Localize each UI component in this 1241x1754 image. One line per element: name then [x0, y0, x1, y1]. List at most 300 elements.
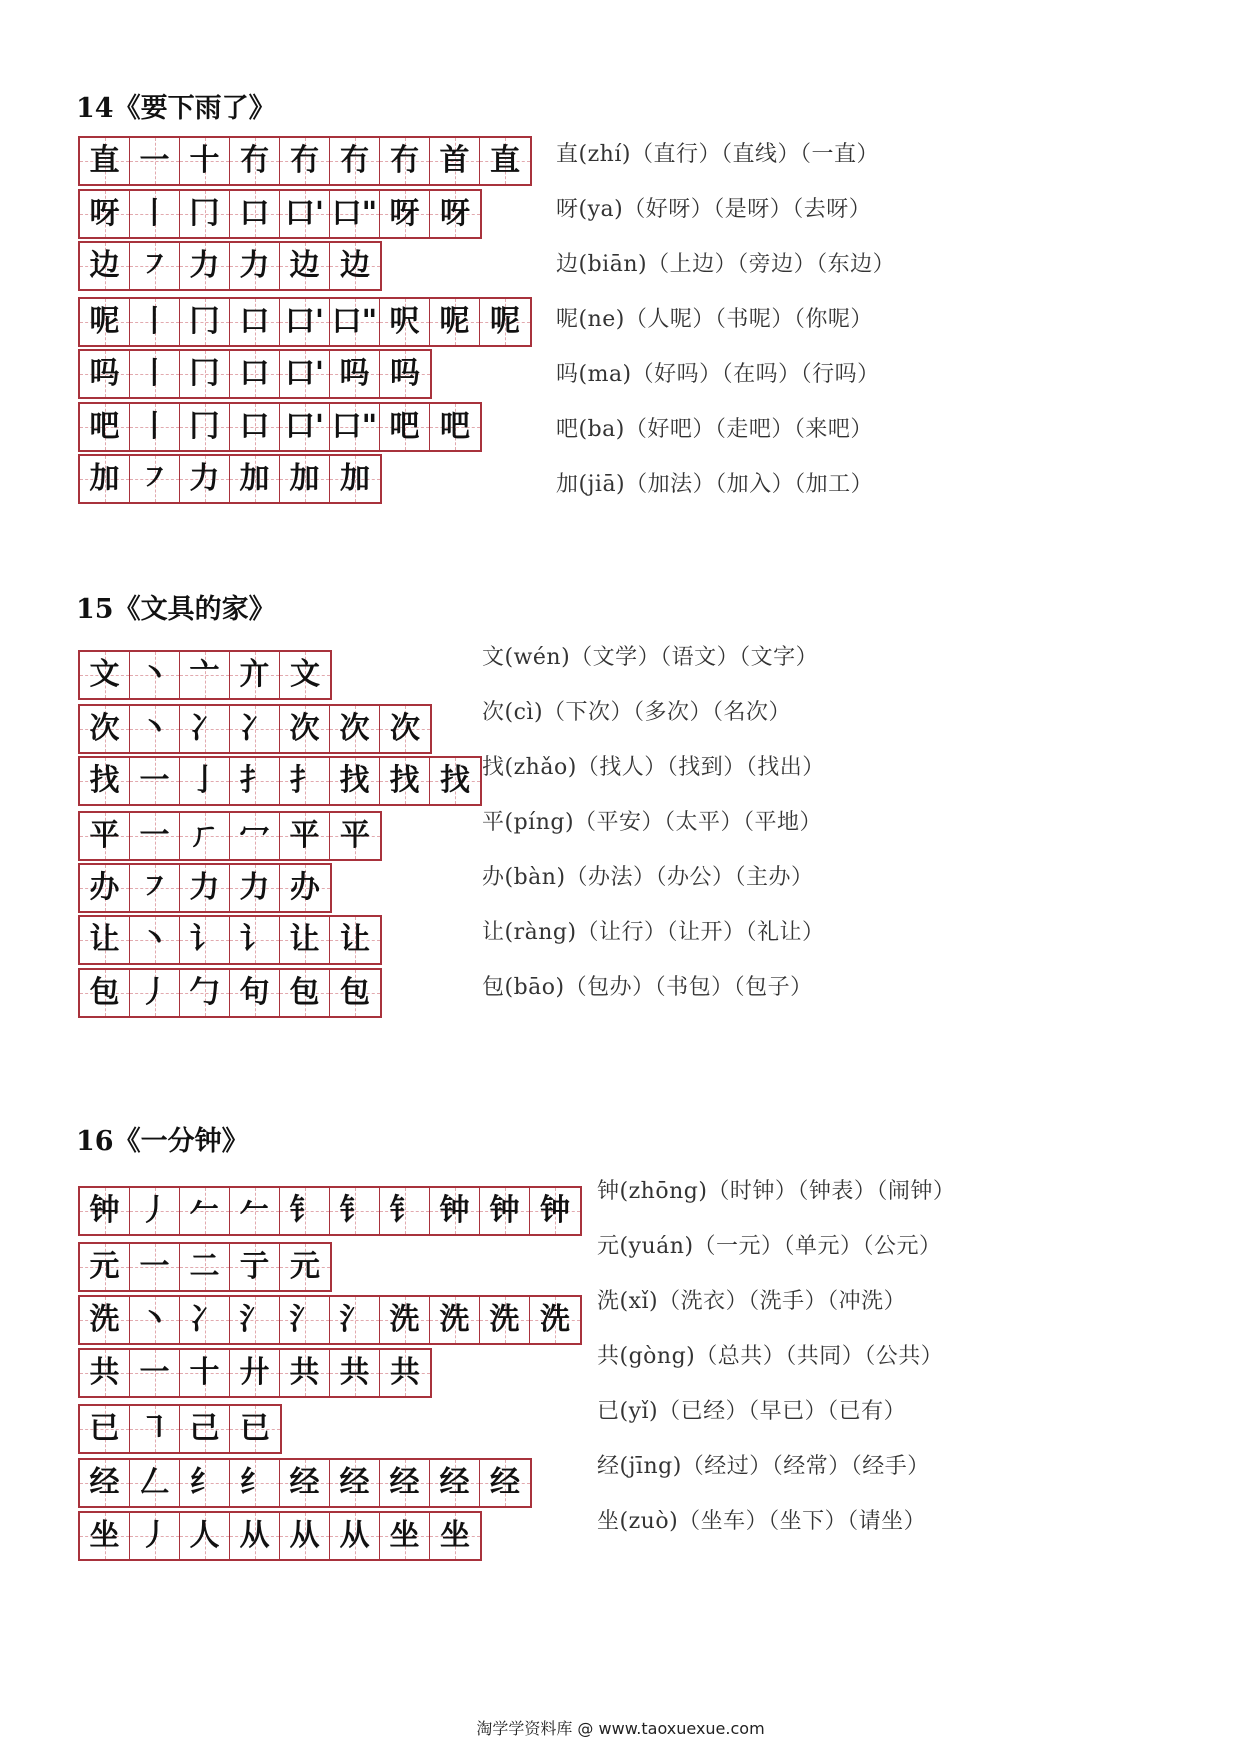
cell-glyph: 丿	[139, 1518, 170, 1553]
cell-glyph: 扌	[239, 763, 270, 798]
cell-glyph: 元	[290, 1249, 320, 1284]
stroke-order-row	[78, 968, 382, 1018]
cell-glyph: 洗	[389, 1302, 420, 1337]
footer-watermark: 淘学学资料库 @ www.taoxuexue.com	[476, 1719, 765, 1738]
stroke-step-cell	[180, 1297, 230, 1343]
cell-glyph: 让	[340, 922, 370, 957]
cell-glyph: 经	[339, 1465, 370, 1500]
cell-glyph: 办	[290, 870, 320, 905]
stroke-step-cell	[530, 1188, 580, 1234]
character-cell	[80, 404, 130, 450]
cell-glyph: 十	[189, 1355, 220, 1390]
cell-glyph: 边	[89, 248, 120, 283]
stroke-step-cell	[230, 1460, 280, 1506]
stroke-step-cell	[130, 299, 180, 345]
stroke-step-cell	[230, 1406, 280, 1452]
stroke-step-cell	[130, 758, 180, 804]
cell-glyph: 冂	[189, 196, 220, 231]
cell-glyph: 一	[139, 1249, 170, 1284]
cell-glyph: 冂	[189, 356, 220, 391]
stroke-step-cell	[130, 865, 180, 911]
cell-glyph: 𠂉	[239, 1193, 270, 1228]
cell-glyph: 冇	[289, 143, 320, 178]
stroke-order-row	[78, 1511, 482, 1561]
cell-glyph: 己	[189, 1411, 220, 1446]
stroke-order-row	[78, 915, 382, 965]
cell-glyph: 洗	[89, 1302, 120, 1337]
stroke-step-cell	[280, 1350, 330, 1396]
character-cell	[80, 865, 130, 911]
cell-glyph: 找	[89, 763, 120, 798]
cell-glyph: 洗	[439, 1302, 470, 1337]
cell-glyph: 口	[239, 356, 270, 391]
cell-glyph: 口'	[284, 196, 325, 231]
stroke-step-cell	[130, 917, 180, 963]
stroke-step-cell	[280, 243, 330, 289]
stroke-step-cell	[130, 456, 180, 502]
stroke-step-cell	[280, 1460, 330, 1506]
stroke-step-cell	[480, 1297, 530, 1343]
word-line: 直(zhí)（直行）（直线）（一直）	[556, 142, 879, 167]
cell-glyph: 钅	[289, 1193, 320, 1228]
word-line: 共(gòng)（总共）（共同）（公共）	[597, 1344, 944, 1369]
cell-glyph: 边	[289, 248, 320, 283]
cell-glyph: 冂	[189, 304, 220, 339]
stroke-step-cell	[130, 970, 180, 1016]
cell-glyph: 加	[239, 461, 270, 496]
stroke-step-cell	[380, 706, 430, 752]
stroke-step-cell	[430, 191, 480, 237]
stroke-order-row	[78, 1242, 332, 1292]
stroke-order-row	[78, 1186, 582, 1236]
cell-glyph: 次	[390, 711, 420, 746]
cell-glyph: 口	[239, 304, 270, 339]
stroke-order-row	[78, 1458, 532, 1508]
cell-glyph: 包	[289, 975, 320, 1010]
cell-glyph: 呢	[490, 304, 520, 339]
word-line: 洗(xǐ)（洗衣）（洗手）（冲洗）	[597, 1289, 907, 1314]
stroke-step-cell	[330, 138, 380, 184]
cell-glyph: 勹	[189, 975, 220, 1010]
cell-glyph: 坐	[389, 1518, 420, 1553]
cell-glyph: 已	[89, 1411, 120, 1446]
stroke-step-cell	[230, 138, 280, 184]
word-line: 平(píng)（平安）（太平）（平地）	[482, 810, 823, 835]
stroke-step-cell	[180, 404, 230, 450]
cell-glyph: 找	[389, 763, 420, 798]
cell-glyph: 丶	[139, 711, 170, 746]
stroke-step-cell	[380, 404, 430, 450]
stroke-step-cell	[130, 1297, 180, 1343]
stroke-step-cell	[330, 970, 380, 1016]
stroke-step-cell	[130, 351, 180, 397]
stroke-order-row	[78, 650, 332, 700]
cell-glyph: 钟	[540, 1193, 570, 1228]
character-cell	[80, 1406, 130, 1452]
stroke-step-cell	[130, 1350, 180, 1396]
cell-glyph: 冫	[189, 1302, 220, 1337]
stroke-step-cell	[180, 865, 230, 911]
stroke-order-row	[78, 241, 382, 291]
cell-glyph: 扌	[289, 763, 320, 798]
stroke-step-cell	[380, 351, 430, 397]
stroke-step-cell	[130, 1406, 180, 1452]
character-cell	[80, 758, 130, 804]
cell-glyph: 钟	[489, 1193, 520, 1228]
character-cell	[80, 706, 130, 752]
cell-glyph: 讠	[189, 922, 220, 957]
cell-glyph: 次	[89, 711, 120, 746]
stroke-step-cell	[330, 404, 380, 450]
stroke-step-cell	[130, 404, 180, 450]
cell-glyph: 平	[89, 818, 120, 853]
word-line: 吧(ba)（好吧）（走吧）（来吧）	[556, 417, 873, 442]
cell-glyph: 冇	[389, 143, 420, 178]
lesson-title: 15《文具的家》	[76, 594, 276, 625]
stroke-step-cell	[430, 1188, 480, 1234]
cell-glyph: 加	[340, 461, 370, 496]
character-cell	[80, 1188, 130, 1234]
stroke-step-cell	[230, 758, 280, 804]
stroke-step-cell	[330, 1350, 380, 1396]
cell-glyph: 丶	[139, 922, 170, 957]
stroke-step-cell	[280, 299, 330, 345]
word-line: 让(ràng)（让行）（让开）（礼让）	[482, 920, 825, 945]
cell-glyph: 文	[89, 657, 120, 692]
stroke-step-cell	[180, 917, 230, 963]
cell-glyph: 力	[189, 870, 220, 905]
cell-glyph: ㇇	[139, 870, 170, 905]
cell-glyph: 找	[339, 763, 370, 798]
cell-glyph: 力	[239, 870, 270, 905]
stroke-step-cell	[480, 1460, 530, 1506]
stroke-step-cell	[330, 1460, 380, 1506]
cell-glyph: 经	[439, 1465, 470, 1500]
cell-glyph: ㇇	[139, 461, 170, 496]
stroke-step-cell	[280, 970, 330, 1016]
stroke-step-cell	[130, 243, 180, 289]
cell-glyph: 丿	[139, 1193, 170, 1228]
cell-glyph: 一	[139, 818, 170, 853]
stroke-step-cell	[280, 758, 330, 804]
cell-glyph: 句	[239, 975, 270, 1010]
stroke-step-cell	[130, 1513, 180, 1559]
stroke-order-row	[78, 811, 382, 861]
stroke-step-cell	[180, 813, 230, 859]
cell-glyph: 让	[289, 922, 320, 957]
stroke-step-cell	[330, 813, 380, 859]
stroke-step-cell	[230, 813, 280, 859]
cell-glyph: 冫	[239, 711, 270, 746]
stroke-step-cell	[380, 1297, 430, 1343]
cell-glyph: 共	[390, 1355, 420, 1390]
cell-glyph: 洗	[540, 1302, 570, 1337]
stroke-step-cell	[430, 758, 480, 804]
stroke-step-cell	[330, 758, 380, 804]
word-line: 次(cì)（下次）（多次）（名次）	[482, 700, 792, 725]
character-cell	[80, 191, 130, 237]
cell-glyph: 钟	[439, 1193, 470, 1228]
stroke-step-cell	[130, 191, 180, 237]
word-line: 经(jīng)（经过）（经常）（经手）	[597, 1454, 930, 1479]
stroke-step-cell	[480, 299, 530, 345]
cell-glyph: 讠	[239, 922, 270, 957]
word-line: 包(bāo)（包办）（书包）（包子）	[482, 975, 813, 1000]
stroke-step-cell	[280, 456, 330, 502]
stroke-step-cell	[230, 351, 280, 397]
cell-glyph: 坐	[89, 1518, 120, 1553]
stroke-step-cell	[230, 1350, 280, 1396]
cell-glyph: 钅	[339, 1193, 370, 1228]
stroke-step-cell	[530, 1297, 580, 1343]
cell-glyph: 洗	[489, 1302, 520, 1337]
stroke-step-cell	[130, 706, 180, 752]
stroke-step-cell	[230, 917, 280, 963]
cell-glyph: 从	[289, 1518, 320, 1553]
stroke-step-cell	[330, 1513, 380, 1559]
cell-glyph: 氵	[289, 1302, 320, 1337]
cell-glyph: 二	[189, 1249, 220, 1284]
cell-glyph: 已	[240, 1411, 270, 1446]
stroke-step-cell	[330, 1297, 380, 1343]
cell-glyph: 平	[340, 818, 370, 853]
cell-glyph: 包	[89, 975, 120, 1010]
stroke-order-row	[78, 297, 532, 347]
stroke-step-cell	[330, 456, 380, 502]
lesson-title: 16《一分钟》	[76, 1126, 249, 1157]
stroke-step-cell	[430, 299, 480, 345]
cell-glyph: 让	[89, 922, 120, 957]
stroke-order-row	[78, 1348, 432, 1398]
cell-glyph: 口"	[331, 196, 378, 231]
cell-glyph: 坐	[440, 1518, 470, 1553]
cell-glyph: 丨	[139, 409, 170, 444]
cell-glyph: ㇕	[139, 1411, 170, 1446]
stroke-step-cell	[180, 138, 230, 184]
stroke-step-cell	[180, 652, 230, 698]
stroke-step-cell	[230, 706, 280, 752]
cell-glyph: 吧	[440, 409, 470, 444]
cell-glyph: 口"	[331, 304, 378, 339]
stroke-step-cell	[280, 1297, 330, 1343]
cell-glyph: 经	[389, 1465, 420, 1500]
stroke-step-cell	[380, 138, 430, 184]
stroke-step-cell	[230, 404, 280, 450]
stroke-order-row	[78, 704, 432, 754]
character-cell	[80, 1244, 130, 1290]
stroke-step-cell	[230, 1297, 280, 1343]
stroke-step-cell	[280, 865, 330, 911]
stroke-step-cell	[180, 1188, 230, 1234]
cell-glyph: 吧	[89, 409, 120, 444]
cell-glyph: 边	[340, 248, 370, 283]
cell-glyph: 呀	[89, 196, 120, 231]
stroke-step-cell	[230, 456, 280, 502]
stroke-step-cell	[180, 1244, 230, 1290]
cell-glyph: ㄏ	[189, 818, 220, 853]
stroke-step-cell	[230, 243, 280, 289]
cell-glyph: 丿	[139, 975, 170, 1010]
stroke-step-cell	[280, 138, 330, 184]
stroke-step-cell	[130, 652, 180, 698]
stroke-step-cell	[130, 1244, 180, 1290]
lesson-title: 14《要下雨了》	[76, 93, 276, 124]
stroke-step-cell	[430, 1297, 480, 1343]
word-line: 边(biān)（上边）（旁边）（东边）	[556, 252, 896, 277]
word-line: 坐(zuò)（坐车）（坐下）（请坐）	[597, 1509, 927, 1534]
stroke-step-cell	[430, 1513, 480, 1559]
stroke-step-cell	[230, 652, 280, 698]
stroke-step-cell	[180, 706, 230, 752]
cell-glyph: 𠂉	[189, 1193, 220, 1228]
word-line: 办(bàn)（办法）（办公）（主办）	[482, 865, 814, 890]
cell-glyph: 呀	[440, 196, 470, 231]
stroke-step-cell	[280, 191, 330, 237]
stroke-step-cell	[180, 758, 230, 804]
cell-glyph: 丨	[139, 356, 170, 391]
cell-glyph: 直	[89, 143, 120, 178]
cell-glyph: 包	[340, 975, 370, 1010]
cell-glyph: 经	[89, 1465, 120, 1500]
cell-glyph: 冇	[339, 143, 370, 178]
cell-glyph: 口	[239, 196, 270, 231]
cell-glyph: 呀	[389, 196, 420, 231]
cell-glyph: 亅	[189, 763, 220, 798]
stroke-step-cell	[280, 1188, 330, 1234]
character-cell	[80, 1513, 130, 1559]
stroke-step-cell	[280, 652, 330, 698]
stroke-step-cell	[180, 299, 230, 345]
cell-glyph: 文	[290, 657, 320, 692]
cell-glyph: 人	[189, 1518, 220, 1553]
stroke-step-cell	[130, 1188, 180, 1234]
stroke-step-cell	[230, 299, 280, 345]
character-cell	[80, 1350, 130, 1396]
cell-glyph: 呎	[389, 304, 420, 339]
word-line: 找(zhǎo)（找人）（找到）（找出）	[482, 755, 825, 780]
stroke-step-cell	[430, 138, 480, 184]
stroke-step-cell	[130, 138, 180, 184]
cell-glyph: 纟	[189, 1465, 220, 1500]
cell-glyph: 力	[189, 461, 220, 496]
cell-glyph: 钟	[89, 1193, 120, 1228]
stroke-step-cell	[280, 351, 330, 397]
cell-glyph: 加	[289, 461, 320, 496]
cell-glyph: 从	[339, 1518, 370, 1553]
cell-glyph: 𠃋	[139, 1465, 170, 1500]
cell-glyph: 亍	[239, 1249, 270, 1284]
character-cell	[80, 917, 130, 963]
stroke-step-cell	[330, 191, 380, 237]
cell-glyph: 丶	[139, 1302, 170, 1337]
stroke-step-cell	[230, 970, 280, 1016]
character-cell	[80, 652, 130, 698]
cell-glyph: 口"	[331, 409, 378, 444]
stroke-step-cell	[380, 758, 430, 804]
cell-glyph: 口'	[284, 409, 325, 444]
cell-glyph: 平	[289, 818, 320, 853]
cell-glyph: 次	[289, 711, 320, 746]
cell-glyph: 纟	[239, 1465, 270, 1500]
stroke-step-cell	[480, 1188, 530, 1234]
stroke-step-cell	[230, 1244, 280, 1290]
stroke-step-cell	[180, 243, 230, 289]
cell-glyph: 廾	[239, 1355, 270, 1390]
word-line: 吗(ma)（好吗）（在吗）（行吗）	[556, 362, 880, 387]
cell-glyph: 冫	[189, 711, 220, 746]
cell-glyph: 呢	[439, 304, 470, 339]
stroke-step-cell	[180, 1406, 230, 1452]
cell-glyph: 丶	[139, 657, 170, 692]
stroke-step-cell	[430, 404, 480, 450]
stroke-step-cell	[230, 1513, 280, 1559]
cell-glyph: 首	[439, 143, 470, 178]
stroke-step-cell	[330, 706, 380, 752]
cell-glyph: 吧	[389, 409, 420, 444]
cell-glyph: 吗	[339, 356, 370, 391]
stroke-step-cell	[330, 299, 380, 345]
word-line: 呀(ya)（好呀）（是呀）（去呀）	[556, 197, 872, 222]
word-line: 呢(ne)（人呢）（书呢）（你呢）	[556, 307, 873, 332]
character-cell	[80, 456, 130, 502]
stroke-order-row	[78, 454, 382, 504]
stroke-step-cell	[380, 1460, 430, 1506]
word-line: 已(yǐ)（已经）（早已）（已有）	[597, 1399, 907, 1424]
cell-glyph: 力	[189, 248, 220, 283]
cell-glyph: 一	[139, 1355, 170, 1390]
cell-glyph: 氵	[339, 1302, 370, 1337]
stroke-order-row	[78, 1295, 582, 1345]
stroke-step-cell	[130, 1460, 180, 1506]
stroke-step-cell	[430, 1460, 480, 1506]
stroke-step-cell	[280, 813, 330, 859]
character-cell	[80, 813, 130, 859]
cell-glyph: 力	[239, 248, 270, 283]
cell-glyph: 元	[89, 1249, 120, 1284]
cell-glyph: 亠	[189, 657, 220, 692]
cell-glyph: 办	[89, 870, 120, 905]
cell-glyph: 吗	[89, 356, 120, 391]
stroke-step-cell	[330, 917, 380, 963]
cell-glyph: 丨	[139, 196, 170, 231]
cell-glyph: 共	[89, 1355, 120, 1390]
stroke-step-cell	[180, 1460, 230, 1506]
stroke-step-cell	[380, 191, 430, 237]
stroke-step-cell	[180, 1350, 230, 1396]
word-line: 元(yuán)（一元）（单元）（公元）	[597, 1234, 942, 1259]
stroke-step-cell	[280, 1513, 330, 1559]
cell-glyph: 十	[189, 143, 220, 178]
cell-glyph: 钅	[389, 1193, 420, 1228]
cell-glyph: 共	[339, 1355, 370, 1390]
cell-glyph: 冂	[189, 409, 220, 444]
cell-glyph: 口'	[284, 304, 325, 339]
stroke-step-cell	[180, 456, 230, 502]
stroke-step-cell	[230, 865, 280, 911]
cell-glyph: 吗	[390, 356, 420, 391]
cell-glyph: 一	[139, 143, 170, 178]
stroke-order-row	[78, 136, 532, 186]
stroke-step-cell	[180, 191, 230, 237]
cell-glyph: 冇	[239, 143, 270, 178]
cell-glyph: 经	[490, 1465, 520, 1500]
cell-glyph: 直	[490, 143, 520, 178]
cell-glyph: 从	[239, 1518, 270, 1553]
cell-glyph: 口'	[284, 356, 325, 391]
stroke-order-row	[78, 402, 482, 452]
cell-glyph: 口	[239, 409, 270, 444]
stroke-step-cell	[130, 813, 180, 859]
